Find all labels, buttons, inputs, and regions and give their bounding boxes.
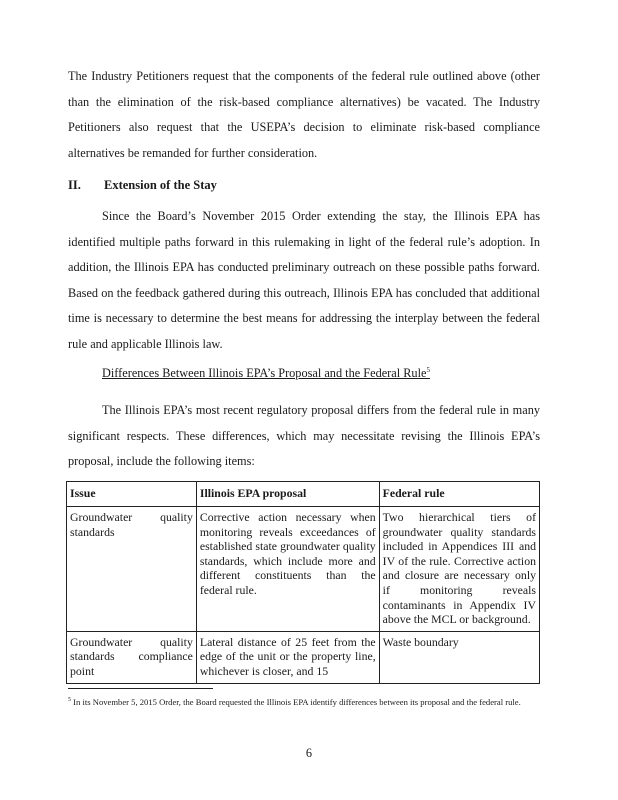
table-header-row: [67, 482, 540, 507]
paragraph-industry-petitioners: The Industry Petitioners request that the components of the federal rule outlined above (other than the elimination of the risk-based compliance alternatives) be vacated. The Industry Petitioners also request that the USEPA’s decision to eliminate risk-based compliance alternatives be remanded for further consideration.: [68, 69, 540, 160]
table-cell-issue: Groundwater quality standards compliance point: [67, 631, 197, 683]
column-header-issue: Issue: [67, 482, 197, 507]
table-row: [67, 631, 540, 683]
table-cell-illinois: Lateral distance of 25 feet from the edge of the unit or the property line, whichever is closer, and 15: [196, 631, 379, 683]
paragraph-extension-stay: Since the Board’s November 2015 Order extending the stay, the Illinois EPA has identified multiple paths forward in this rulemaking in light of the federal rule’s adoption. In addition, the Illinois EPA has conducted preliminary outreach on these possible paths forward. Based on the feedback gathered during this outreach, Illinois EPA has concluded that additional time is necessary to determine the best means for addressing the interplay between the federal rule and applicable Illinois law.: [68, 209, 540, 351]
paragraph-proposal-differs: The Illinois EPA’s most recent regulatory proposal differs from the federal rule in many significant respects. These differences, which may necessitate revising the Illinois EPA’s proposal, include the following items:: [68, 403, 540, 469]
footnote-number: 5: [68, 697, 71, 703]
table-cell-issue: Groundwater quality standards: [67, 507, 197, 632]
section-heading: [68, 178, 217, 193]
table-cell-federal: Two hierarchical tiers of groundwater quality standards included in Appendices III and IV of the rule. Corrective action and closure are necessary only if monitoring reveals contaminants in Appendix IV above the MCL or background.: [379, 507, 539, 632]
footnote-text: In its November 5, 2015 Order, the Board requested the Illinois EPA identify differences between its proposal and the federal rule.: [73, 696, 521, 707]
subheading-differences: [102, 366, 430, 381]
footnote: [68, 694, 542, 709]
footnote-divider: [68, 688, 213, 689]
differences-table: [66, 481, 540, 684]
section-title: Extension of the Stay: [104, 178, 217, 192]
column-header-federal: Federal rule: [379, 482, 539, 507]
table-cell-illinois: Corrective action necessary when monitoring reveals exceedances of established state groundwater quality standards, which include more and different constituents than the federal rule.: [196, 507, 379, 632]
subheading-text: Differences Between Illinois EPA’s Proposal and the Federal Rule: [102, 366, 427, 381]
table-cell-federal: Waste boundary: [379, 631, 539, 683]
footnote-ref: 5: [426, 366, 430, 374]
table-row: [67, 507, 540, 632]
column-header-illinois: Illinois EPA proposal: [196, 482, 379, 507]
section-number: II.: [68, 178, 81, 192]
page-number: 6: [305, 746, 313, 760]
